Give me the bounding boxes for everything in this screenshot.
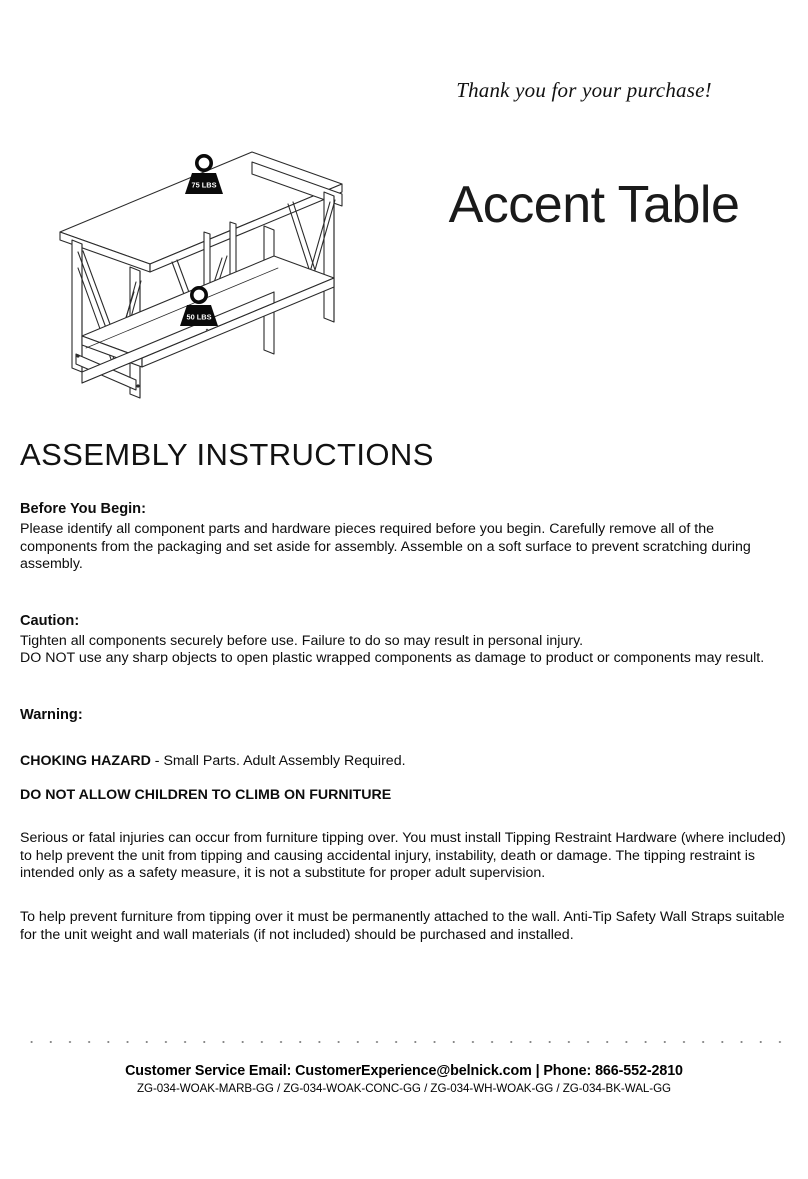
before-you-begin-body: Please identify all component parts and hardware pieces required before you begin. Carefully remove all of the components from the packaging and set aside for assembly. Assemble on a soft surface to prevent scratching during assembly. [20, 521, 751, 573]
caution-title: Caution: [20, 612, 80, 629]
product-illustration [52, 140, 382, 410]
before-you-begin-title: Before You Begin: [20, 501, 146, 517]
svg-text:50 LBS: 50 LBS [186, 312, 212, 322]
tipping-paragraph: Serious or fatal injuries can occur from furniture tipping over. You must install Tipping Restraint Hardware (where included) to help prevent the unit from tipping and causing accidental injury, instability, death or damage. The tipping restraint is intended only as a safety measure, it is not a substitute for proper adult supervision. [20, 830, 786, 882]
customer-service-contact: Customer Service Email: CustomerExperience@belnick.com | Phone: 866-552-2810 [125, 1063, 683, 1079]
sku-list: ZG-034-WOAK-MARB-GG / ZG-034-WOAK-CONC-GG / ZG-034-WH-WOAK-GG / ZG-034-BK-WAL-GG [136, 1082, 672, 1095]
page-title: Accent Table [448, 176, 740, 234]
caution-line-1: Tighten all components securely before use. Failure to do so may result in personal injury. [20, 632, 584, 649]
warning-title: Warning: [20, 706, 83, 723]
spacer [20, 574, 792, 612]
choking-hazard-detail: - Small Parts. Adult Assembly Required. [150, 752, 406, 769]
svg-text:75 LBS: 75 LBS [191, 180, 217, 190]
spacer [20, 668, 792, 706]
choking-hazard-line [20, 753, 792, 771]
thank-you-message: Thank you for your purchase! [456, 78, 712, 102]
wall-strap-paragraph: To help prevent furniture from tipping over it must be permanently attached to the wall. Anti-Tip Safety Wall Straps suitable for the unit weight and wall materials (if not included) should be purchased and installed. [20, 908, 785, 943]
choking-hazard-label: CHOKING HAZARD [20, 752, 151, 769]
climb-warning-line: DO NOT ALLOW CHILDREN TO CLIMB ON FURNITURE [20, 786, 392, 803]
section-warning [20, 706, 792, 944]
spacer [20, 771, 792, 787]
spacer [20, 804, 792, 830]
caution-line-2: DO NOT use any sharp objects to open plastic wrapped components as damage to product or components may result. [20, 650, 765, 667]
dotted-divider [22, 1040, 788, 1044]
section-caution [20, 612, 792, 668]
spacer [20, 883, 792, 909]
section-before-you-begin [20, 500, 792, 574]
instructions-content [20, 500, 792, 944]
footer [0, 1062, 808, 1097]
spacer [20, 727, 792, 753]
header-zone [0, 0, 808, 420]
assembly-instructions-heading: ASSEMBLY INSTRUCTIONS [20, 437, 434, 472]
